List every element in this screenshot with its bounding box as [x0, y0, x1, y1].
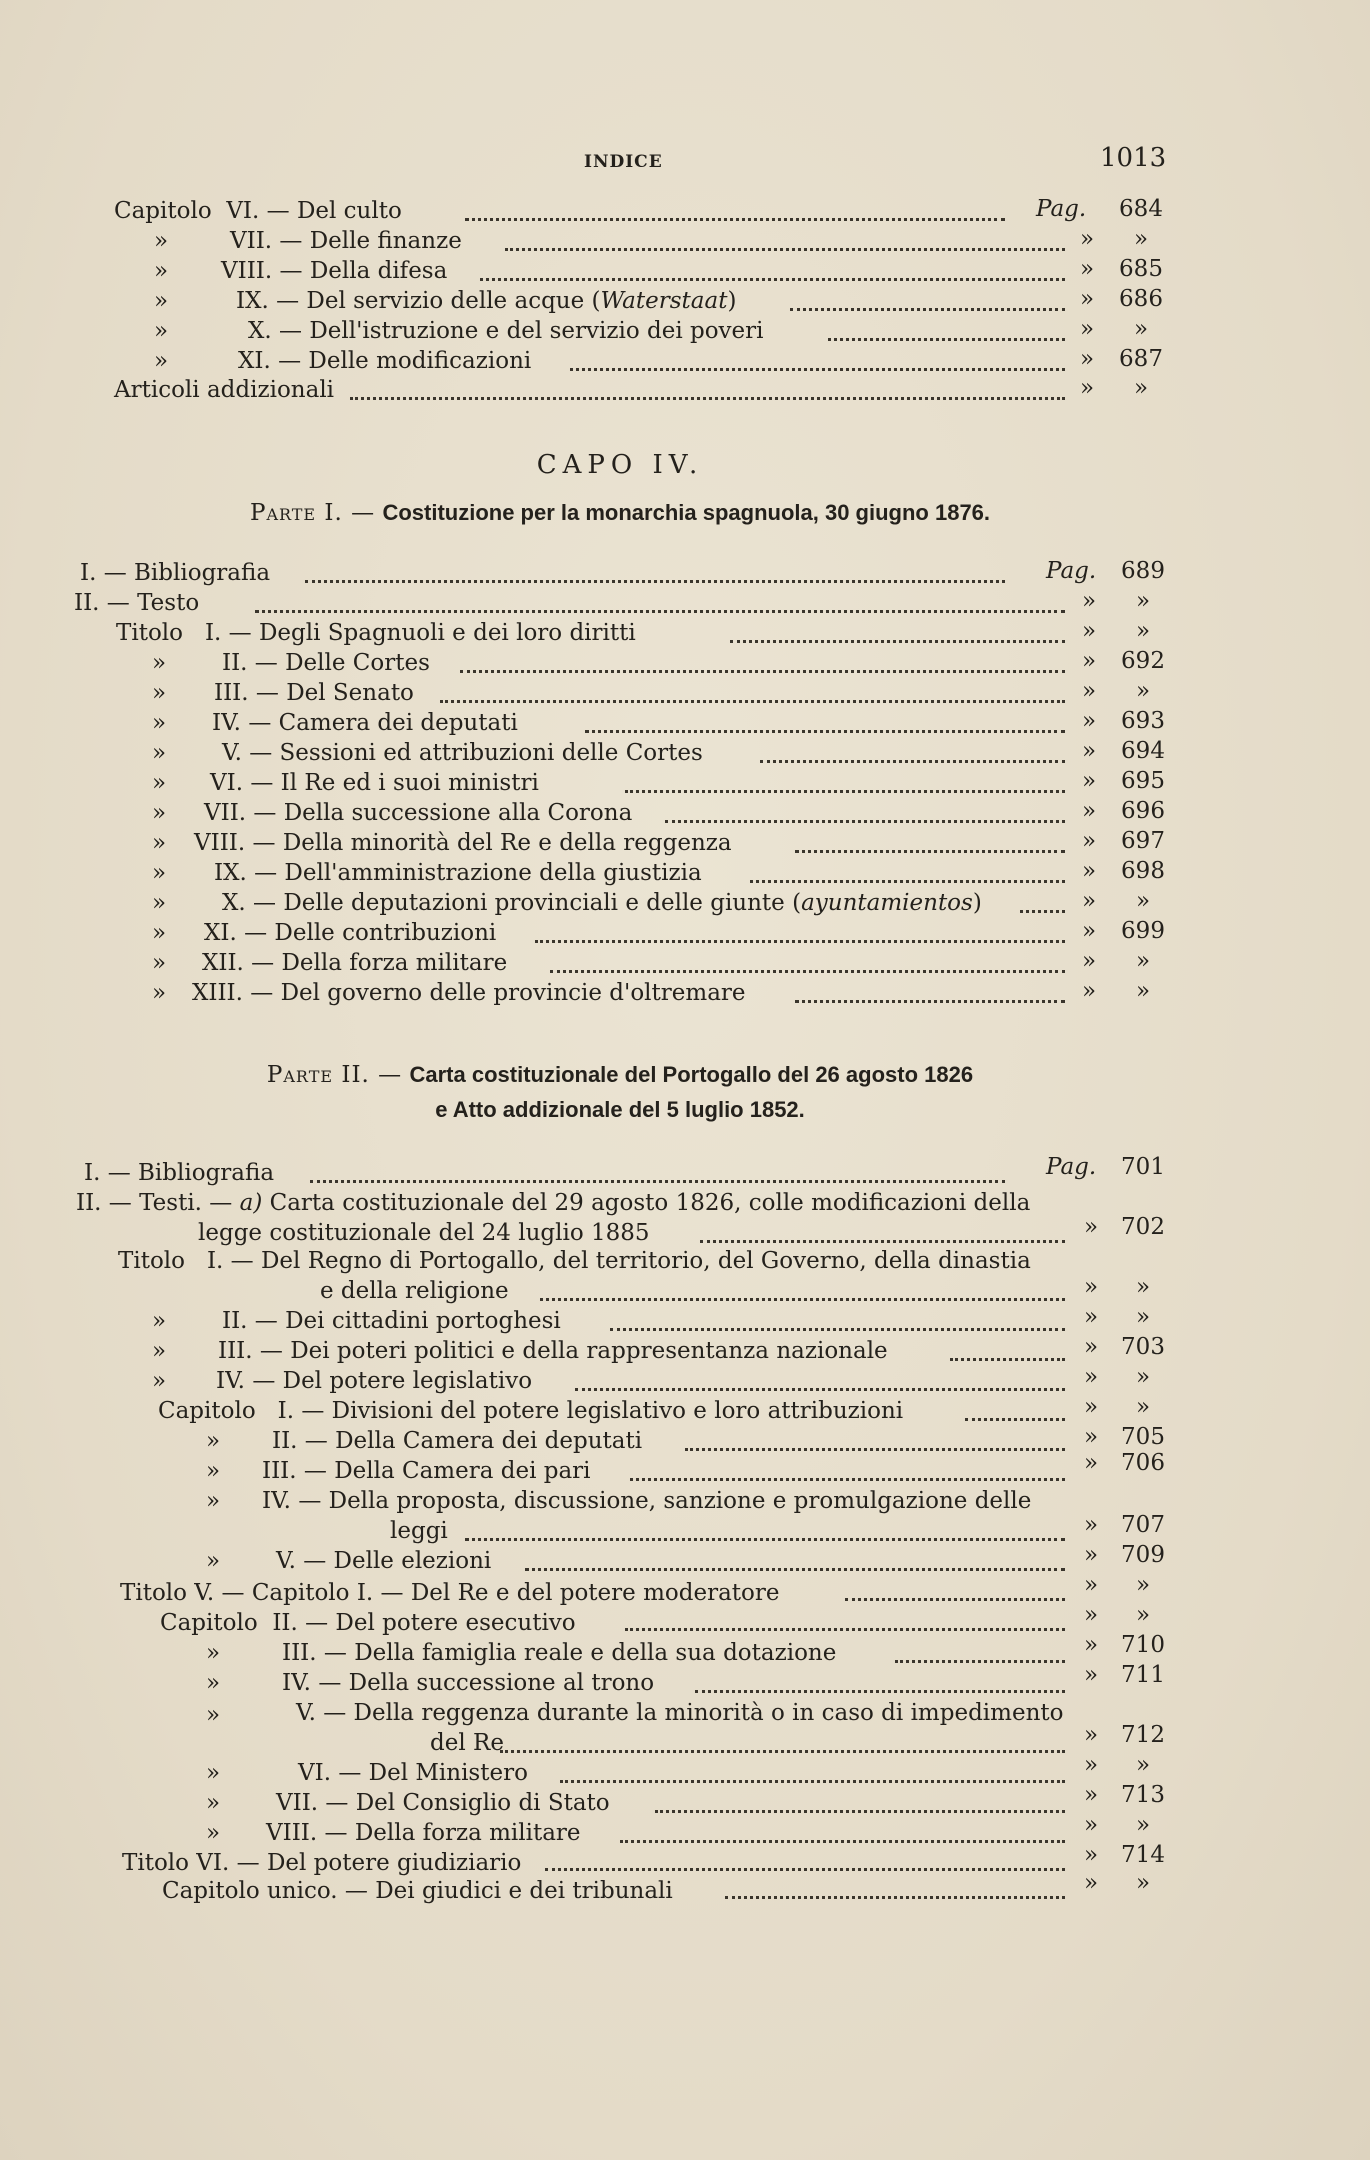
page-ref: » [1135, 1364, 1151, 1390]
page-ref: 711 [1121, 1662, 1165, 1688]
page-ref: 703 [1121, 1334, 1165, 1360]
toc-entry: XI. — Delle modificazioni [238, 348, 532, 374]
toc-entry: II. — Dei cittadini portoghesi [222, 1308, 561, 1334]
page-ref: 693 [1121, 708, 1165, 734]
toc-entry: Capitolo unico. — Dei giudici e dei tribunali [162, 1878, 673, 1904]
page-ref: 713 [1121, 1782, 1165, 1808]
page-ref: 706 [1121, 1450, 1165, 1476]
toc-entry: Capitolo VI. — Del culto [114, 198, 402, 224]
page-ref: 698 [1121, 858, 1165, 884]
toc-entry: III. — Del Senato [214, 680, 414, 706]
page-ref-label: Pag. [1036, 196, 1087, 222]
toc-entry: VIII. — Della forza militare [266, 1820, 581, 1846]
page-ref: 684 [1119, 196, 1163, 222]
toc-entry: V. — Delle elezioni [276, 1548, 492, 1574]
page-ref: 697 [1121, 828, 1165, 854]
page-number: 1013 [1100, 143, 1167, 173]
page-ref: » [1133, 226, 1149, 252]
page-ref: » [1135, 978, 1151, 1004]
toc-entry: VI. — Il Re ed i suoi ministri [210, 770, 539, 796]
page-ref: » [1135, 888, 1151, 914]
book-page: INDICE 1013 Capitolo VI. — Del culto Pag. 684 » VII. — Delle finanze » » » VIII. — Della difesa » 685 » IX. — Del servizio delle acque (Waterstaat) » 686 » X. — Dell'istruzione e del servizio dei poveri » » » XI. — Delle modificazioni » 687 Articoli addizionali » » CAPO IV. Parte I. — Costituzione per la monarchia spagnuola, 30 giugno 1876. I. — Bibliografia Pag. 689 II. — Testo » » Titolo I. — Degli Spagnuoli e dei loro diritti » » » II. — Delle Cortes » 692 » III. — Del Senato » » » IV. — Camera dei deputati » 693 » V. — Sessioni ed attribuzioni delle Cortes » 694 » VI. — Il Re ed i suoi ministri » 695 » VII. — Della successione alla Corona » 696 » VIII. — Della minorità del Re e della reggenza » 697 » IX. — Dell'amministrazione della giustizia » 698 » X. — Delle deputazioni provinciali e delle giunte (ayuntamientos) » » » XI. — Delle contribuzioni » 699 » XII. — Della forza militare » » » XIII. — Del governo delle provincie d'oltremare » » Parte II. — Carta costituzionale del Portogallo del 26 agosto 1826 e Atto addizionale del 5 luglio 1852. I. — Bibliografia Pag. 701 II. — Testi. — a) Carta costituzionale del 29 agosto 1826, colle modificazioni della legge costituzionale del 24 luglio 1885 » 702 Titolo I. — Del Regno di Portogallo, del territorio, del Governo, della dinastia e della religione » » » II. — Dei cittadini portoghesi » » » III. — Dei poteri politici e della rappresentanza nazionale » 703 » IV. — Del potere legislativo » » Capitolo I. — Divisioni del potere legislativo e loro attribuzioni » » » II. — Della Camera dei deputati » 705 » III. — Della Camera dei pari » 706 » IV. — Della proposta, discussione, sanzione e promulgazione delle leggi » 707 » V. — Delle elezioni » 709 Titolo V. — Capitolo I. — Del Re e del potere moderatore » » Capitolo II. — Del potere esecutivo » » » III. — Della famiglia reale e della sua dotazione » 710 » IV. — Della successione al trono » 711 » V. — Della reggenza durante la minorità o in caso di impedimento del Re » 712 » VI. — Del Ministero » » » VII. — Del Consiglio di Stato » 713 » VIII. — Della forza militare » » Titolo VI. — Del potere giudiziario » 714 Capitolo unico. — Dei giudici e dei tribunali » » [0, 0, 1370, 2160]
page-ref: 687 [1119, 346, 1163, 372]
toc-entry: IV. — Della successione al trono [282, 1670, 655, 1696]
page-ref: » [1135, 618, 1151, 644]
page-ref: 702 [1121, 1214, 1165, 1240]
page-ref: » [1135, 948, 1151, 974]
chapter-heading: CAPO IV. [536, 450, 704, 480]
page-ref: 712 [1121, 1722, 1165, 1748]
toc-entry: I. — Bibliografia [84, 1160, 275, 1186]
page-ref: 707 [1121, 1512, 1165, 1538]
page-ref: 709 [1121, 1542, 1165, 1568]
running-header: INDICE [584, 152, 663, 172]
page-ref: » [1133, 375, 1149, 401]
toc-entry: VI. — Del Ministero [298, 1760, 528, 1786]
page-ref: 694 [1121, 738, 1165, 764]
page-ref: » [1135, 1870, 1151, 1896]
toc-entry: IX. — Del servizio delle acque (Waterstaat) [236, 288, 737, 314]
page-ref: » [1135, 1752, 1151, 1778]
page-ref: » [1135, 1274, 1151, 1300]
toc-entry: Titolo V. — Capitolo I. — Del Re e del potere moderatore [120, 1580, 780, 1606]
toc-entry: Titolo VI. — Del potere giudiziario [122, 1850, 522, 1876]
page-ref: » [1135, 1394, 1151, 1420]
page-ref: » [1135, 678, 1151, 704]
toc-entry: IV. — Camera dei deputati [212, 710, 518, 736]
page-ref: 696 [1121, 798, 1165, 824]
toc-entry-cont: leggi [390, 1518, 448, 1544]
toc-entry: I. — Bibliografia [80, 560, 271, 586]
toc-entry: V. — Della reggenza durante la minorità o in caso di impedimento [296, 1700, 1064, 1726]
toc-entry: III. — Della famiglia reale e della sua dotazione [282, 1640, 837, 1666]
page-ref: 692 [1121, 648, 1165, 674]
toc-entry: X. — Dell'istruzione e del servizio dei poveri [248, 318, 764, 344]
toc-entry-cont: del Re [430, 1730, 504, 1756]
page-ref: 686 [1119, 286, 1163, 312]
page-ref: 695 [1121, 768, 1165, 794]
toc-entry: IX. — Dell'amministrazione della giustizia [214, 860, 702, 886]
toc-entry: Titolo I. — Del Regno di Portogallo, del territorio, del Governo, della dinastia [118, 1248, 1031, 1274]
part-heading: Parte II. — Carta costituzionale del Portogallo del 26 agosto 1826 [266, 1062, 974, 1088]
toc-entry: IV. — Del potere legislativo [216, 1368, 533, 1394]
page-ref: 689 [1121, 558, 1165, 584]
toc-entry: XII. — Della forza militare [202, 950, 508, 976]
toc-entry: XIII. — Del governo delle provincie d'oltremare [192, 980, 746, 1006]
part-heading: Parte I. — Costituzione per la monarchia spagnuola, 30 giugno 1876. [249, 500, 991, 526]
page-ref: » [1133, 316, 1149, 342]
page-ref: » [1135, 588, 1151, 614]
page-ref: 699 [1121, 918, 1165, 944]
toc-entry: » [154, 228, 169, 254]
page-ref: » [1135, 1572, 1151, 1598]
toc-entry: Capitolo I. — Divisioni del potere legislativo e loro attribuzioni [158, 1398, 904, 1424]
toc-entry: IV. — Della proposta, discussione, sanzione e promulgazione delle [262, 1488, 1032, 1514]
toc-entry-cont: e della religione [320, 1278, 509, 1304]
page-ref: 701 [1121, 1154, 1165, 1180]
page-ref: » [1135, 1304, 1151, 1330]
toc-entry: VIII. — Della minorità del Re e della reggenza [194, 830, 732, 856]
part-heading-line2: e Atto addizionale del 5 luglio 1852. [435, 1097, 805, 1122]
toc-entry: II. — Testo [74, 590, 200, 616]
toc-entry: Capitolo II. — Del potere esecutivo [160, 1610, 576, 1636]
page-ref: 710 [1121, 1632, 1165, 1658]
toc-entry: VII. — Della successione alla Corona [204, 800, 633, 826]
toc-entry: II. — Della Camera dei deputati [272, 1428, 643, 1454]
toc-entry: II. — Testi. — a) Carta costituzionale del 29 agosto 1826, colle modificazioni della [76, 1190, 1031, 1216]
toc-entry: Titolo I. — Degli Spagnuoli e dei loro diritti [116, 620, 636, 646]
toc-entry: X. — Delle deputazioni provinciali e delle giunte (ayuntamientos) [222, 890, 982, 916]
toc-entry-cont: legge costituzionale del 24 luglio 1885 [198, 1220, 650, 1246]
toc-entry: VII. — Del Consiglio di Stato [276, 1790, 610, 1816]
page-ref: » [1135, 1812, 1151, 1838]
page-ref: » [1135, 1602, 1151, 1628]
toc-entry: VII. — Delle finanze [230, 228, 462, 254]
toc-entry: II. — Delle Cortes [222, 650, 430, 676]
toc-entry: III. — Dei poteri politici e della rappresentanza nazionale [218, 1338, 888, 1364]
page-ref: 705 [1121, 1424, 1165, 1450]
page-ref: 714 [1121, 1842, 1165, 1868]
toc-entry: XI. — Delle contribuzioni [204, 920, 497, 946]
toc-entry: Articoli addizionali [114, 377, 335, 403]
page-ref: 685 [1119, 256, 1163, 282]
toc-entry: VIII. — Della difesa [221, 258, 448, 284]
toc-entry: III. — Della Camera dei pari [262, 1458, 591, 1484]
toc-entry: V. — Sessioni ed attribuzioni delle Cortes [222, 740, 703, 766]
